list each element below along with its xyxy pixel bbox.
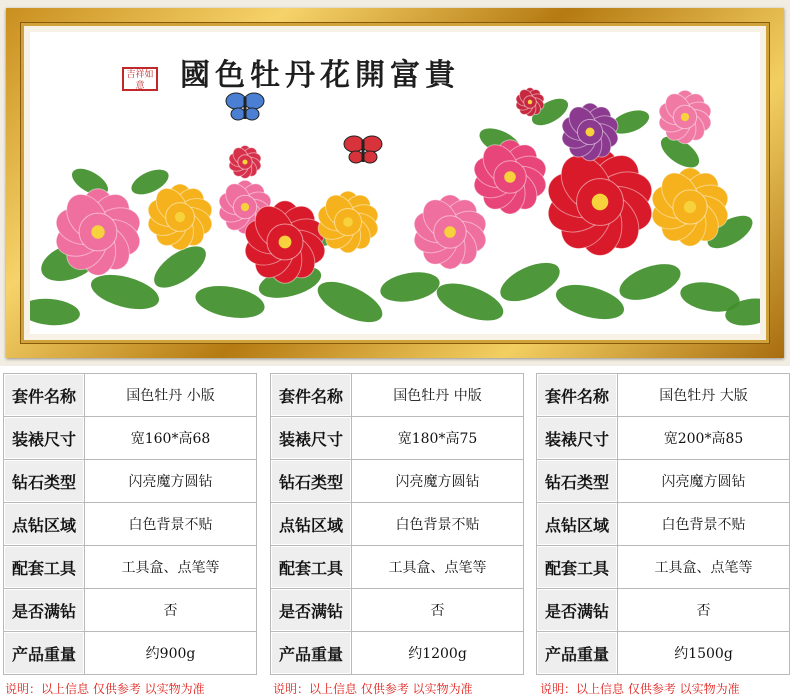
- table-row: [271, 589, 524, 632]
- table-row: [4, 546, 257, 589]
- label-weight: 产品重量: [271, 632, 352, 675]
- butterfly-red: [344, 136, 382, 163]
- label-diamond-type: 钻石类型: [537, 460, 618, 503]
- table-row: [271, 374, 524, 417]
- spec-table-large: [536, 373, 790, 675]
- peony-flower-pink: [410, 193, 490, 271]
- leaf: [495, 255, 566, 309]
- value-drill-area: 白色背景不贴: [85, 503, 257, 546]
- table-row: [271, 460, 524, 503]
- table-row: [4, 589, 257, 632]
- value-diamond-type: 闪亮魔方圆钻: [85, 460, 257, 503]
- value-full-drill: 否: [618, 589, 790, 632]
- value-full-drill: 否: [352, 589, 524, 632]
- peony-flower-pink: [656, 89, 714, 145]
- leaf: [615, 257, 685, 307]
- calligraphy-title: 國色牡丹花開富貴: [180, 58, 460, 93]
- value-weight: 约900g: [85, 632, 257, 675]
- table-row: [4, 503, 257, 546]
- spec-tables-area: [0, 366, 790, 678]
- value-kit-name: 国色牡丹 小版: [85, 374, 257, 417]
- peony-bud-red: [227, 145, 263, 180]
- gold-frame: [6, 8, 784, 358]
- table-row: [4, 417, 257, 460]
- frame-mat: [24, 26, 766, 340]
- table-row: [4, 374, 257, 417]
- value-tools: 工具盒、点笔等: [352, 546, 524, 589]
- value-drill-area: 白色背景不贴: [618, 503, 790, 546]
- label-diamond-type: 钻石类型: [4, 460, 85, 503]
- table-row: [537, 546, 790, 589]
- table-row: [271, 546, 524, 589]
- spec-table-medium: [270, 373, 524, 675]
- value-diamond-type: 闪亮魔方圆钻: [352, 460, 524, 503]
- label-size: 装裱尺寸: [4, 417, 85, 460]
- label-tools: 配套工具: [4, 546, 85, 589]
- label-full-drill: 是否满钻: [271, 589, 352, 632]
- leaf: [193, 281, 267, 323]
- spec-table-small: [3, 373, 257, 675]
- table-row: [537, 417, 790, 460]
- value-kit-name: 国色牡丹 中版: [352, 374, 524, 417]
- leaf: [30, 296, 81, 327]
- table-row: [537, 632, 790, 675]
- leaf: [432, 276, 508, 328]
- peony-flower-red: [542, 146, 657, 258]
- red-seal-stamp: 吉祥如意: [122, 67, 158, 91]
- label-diamond-type: 钻石类型: [271, 460, 352, 503]
- table-row: [537, 460, 790, 503]
- painting-canvas: [30, 32, 760, 334]
- label-tools: 配套工具: [537, 546, 618, 589]
- label-full-drill: 是否满钻: [537, 589, 618, 632]
- value-size: 宽200*高85: [618, 417, 790, 460]
- peony-flower-pink: [470, 138, 550, 216]
- table-row: [271, 632, 524, 675]
- leaf: [378, 268, 442, 306]
- value-weight: 约1500g: [618, 632, 790, 675]
- label-tools: 配套工具: [271, 546, 352, 589]
- table-row: [537, 503, 790, 546]
- label-kit-name: 套件名称: [537, 374, 618, 417]
- table-row: [4, 460, 257, 503]
- table-row: [537, 374, 790, 417]
- disclaimer-note: 说明：以上信息 仅供参考 以实物为准: [540, 682, 740, 696]
- label-drill-area: 点钻区域: [537, 503, 618, 546]
- label-kit-name: 套件名称: [4, 374, 85, 417]
- value-drill-area: 白色背景不贴: [352, 503, 524, 546]
- label-size: 装裱尺寸: [271, 417, 352, 460]
- table-row: [271, 417, 524, 460]
- peony-flower-yellow: [145, 182, 216, 251]
- label-full-drill: 是否满钻: [4, 589, 85, 632]
- value-size: 宽180*高75: [352, 417, 524, 460]
- frame-inner-border: [20, 22, 770, 344]
- label-kit-name: 套件名称: [271, 374, 352, 417]
- table-row: [271, 503, 524, 546]
- label-drill-area: 点钻区域: [4, 503, 85, 546]
- disclaimer-note: 说明：以上信息 仅供参考 以实物为准: [5, 682, 205, 696]
- value-kit-name: 国色牡丹 大版: [618, 374, 790, 417]
- value-diamond-type: 闪亮魔方圆钻: [618, 460, 790, 503]
- disclaimer-note: 说明：以上信息 仅供参考 以实物为准: [273, 682, 473, 696]
- value-full-drill: 否: [85, 589, 257, 632]
- value-tools: 工具盒、点笔等: [618, 546, 790, 589]
- leaf: [552, 278, 627, 325]
- table-row: [4, 632, 257, 675]
- value-weight: 约1200g: [352, 632, 524, 675]
- label-weight: 产品重量: [537, 632, 618, 675]
- label-weight: 产品重量: [4, 632, 85, 675]
- value-tools: 工具盒、点笔等: [85, 546, 257, 589]
- label-size: 装裱尺寸: [537, 417, 618, 460]
- label-drill-area: 点钻区域: [271, 503, 352, 546]
- leaf: [312, 274, 388, 331]
- value-size: 宽160*高68: [85, 417, 257, 460]
- table-row: [537, 589, 790, 632]
